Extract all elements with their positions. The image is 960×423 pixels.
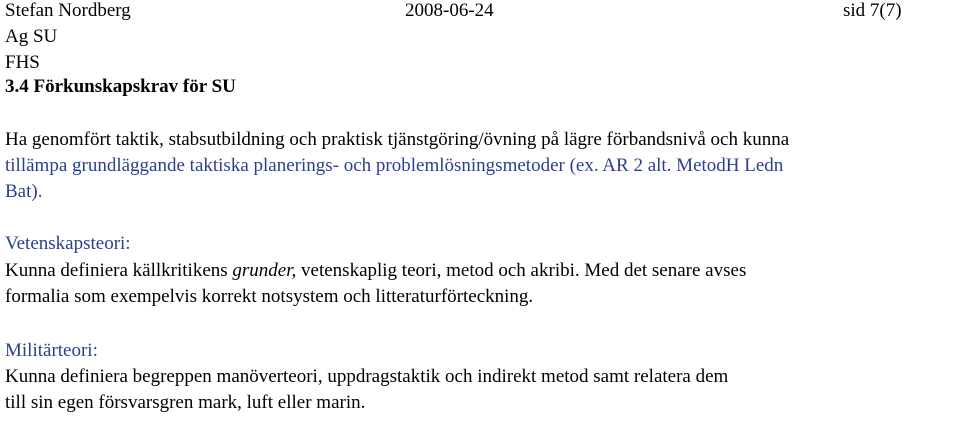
science-theory-heading: Vetenskapsteori: [5,233,131,254]
header-unit: Ag SU [5,26,58,47]
military-theory-heading: Militärteori: [5,340,98,361]
header-org: FHS [5,52,40,73]
para1-line3: Bat). [5,181,43,202]
header-date: 2008-06-24 [405,0,494,21]
science-theory-line1-b: vetenskaplig teori, metod och akribi. Med det senare avses [296,260,747,281]
para1-line1: Ha genomfört taktik, stabsutbildning och praktisk tjänstgöring/övning på lägre förbandsnivå och kunna [5,129,790,150]
header-author: Stefan Nordberg [5,0,131,21]
military-theory-line2: till sin egen försvarsgren mark, luft eller marin. [5,392,366,413]
military-theory-line1: Kunna definiera begreppen manöverteori, uppdragstaktik och indirekt metod samt relatera dem [5,366,729,387]
science-theory-line1-a: Kunna definiera källkritikens [5,260,233,281]
science-theory-line1-em: grunder, [232,260,297,281]
section-title: 3.4 Förkunskapskrav för SU [5,76,236,97]
science-theory-line1 [5,260,746,282]
para1-line2: tillämpa grundläggande taktiska planerings- och problemlösningsmetoder (ex. AR 2 alt. MetodH Ledn [5,155,784,176]
header-page-number: sid 7(7) [843,0,902,21]
science-theory-line2: formalia som exempelvis korrekt notsystem och litteraturförteckning. [5,286,534,307]
